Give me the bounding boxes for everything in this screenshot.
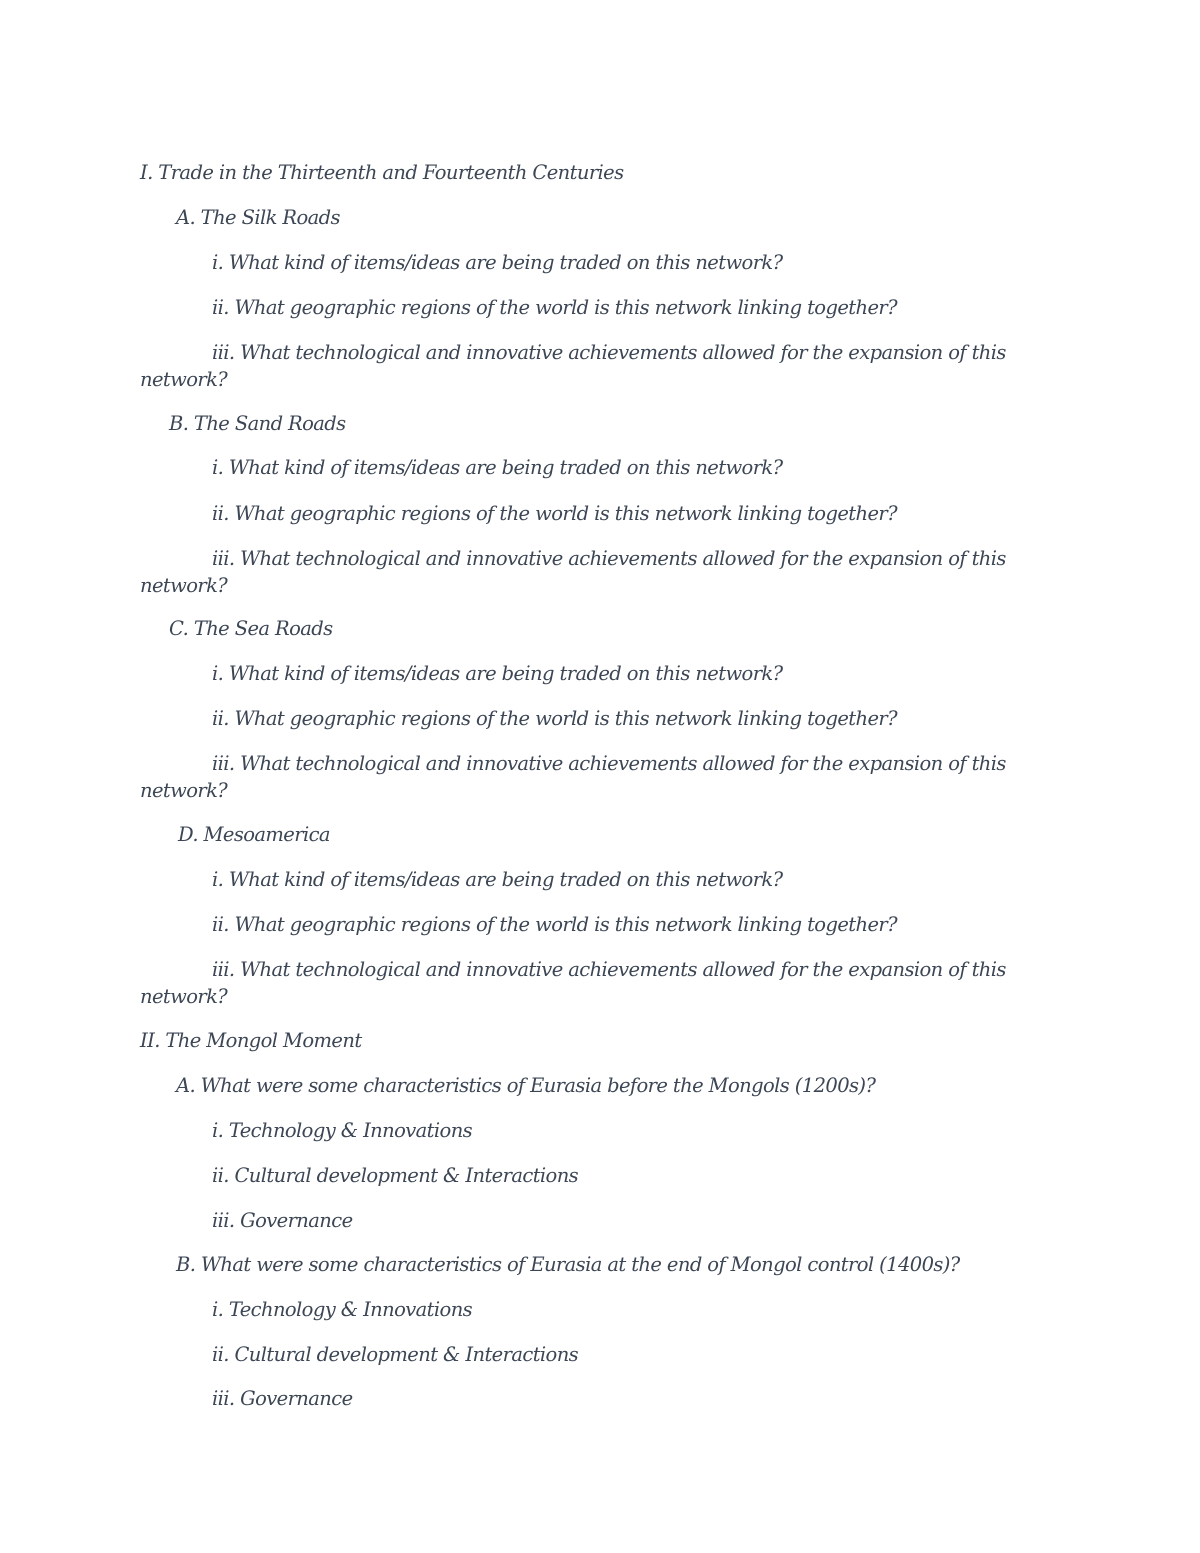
subsection-heading: B. What were some characteristics of Eurasia at the end of Mongol control (1400s)? — [176, 1253, 960, 1276]
question-item: iii. What technological and innovative achievements allowed for the expansion of this network? — [140, 958, 1006, 1008]
topic-item: ii. Cultural development & Interactions — [212, 1164, 579, 1187]
subsection-heading: B. The Sand Roads — [169, 412, 346, 435]
subsection-heading: A. What were some characteristics of Eurasia before the Mongols (1200s)? — [176, 1074, 876, 1097]
section-heading: II. The Mongol Moment — [140, 1029, 362, 1052]
question-item: i. What kind of items/ideas are being traded on this network? — [212, 662, 783, 685]
topic-item: i. Technology & Innovations — [212, 1298, 473, 1321]
subsection-heading: D. Mesoamerica — [178, 823, 330, 846]
question-item: i. What kind of items/ideas are being traded on this network? — [212, 251, 783, 274]
question-item: i. What kind of items/ideas are being traded on this network? — [212, 456, 783, 479]
topic-item: iii. Governance — [212, 1209, 353, 1232]
topic-item: iii. Governance — [212, 1387, 353, 1410]
question-item: ii. What geographic regions of the world is this network linking together? — [212, 707, 897, 730]
question-item: ii. What geographic regions of the world is this network linking together? — [212, 296, 897, 319]
topic-item: ii. Cultural development & Interactions — [212, 1343, 579, 1366]
section-heading: I. Trade in the Thirteenth and Fourteenth Centuries — [140, 161, 624, 184]
subsection-heading: C. The Sea Roads — [169, 617, 333, 640]
topic-item: i. Technology & Innovations — [212, 1119, 473, 1142]
question-item: iii. What technological and innovative achievements allowed for the expansion of this network? — [140, 752, 1006, 802]
question-item: ii. What geographic regions of the world is this network linking together? — [212, 913, 897, 936]
question-item: ii. What geographic regions of the world is this network linking together? — [212, 502, 897, 525]
question-item: iii. What technological and innovative achievements allowed for the expansion of this network? — [140, 341, 1006, 391]
subsection-heading: A. The Silk Roads — [176, 206, 340, 229]
question-item: i. What kind of items/ideas are being traded on this network? — [212, 868, 783, 891]
question-item: iii. What technological and innovative achievements allowed for the expansion of this network? — [140, 547, 1006, 597]
